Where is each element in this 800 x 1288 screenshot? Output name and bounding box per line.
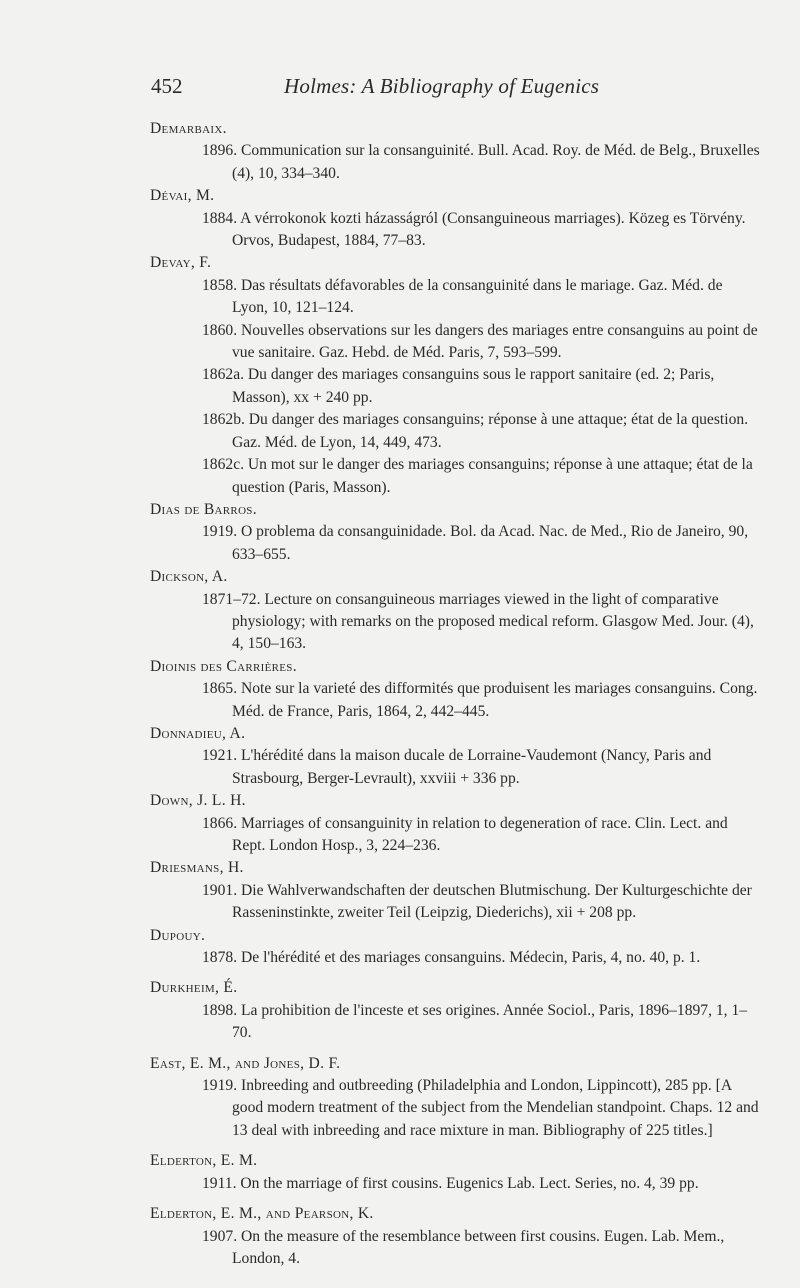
bib-entry-line xyxy=(202,409,762,454)
bib-entry-line xyxy=(202,320,762,365)
author-block xyxy=(150,925,762,970)
author-block xyxy=(150,723,762,790)
author-block xyxy=(150,977,762,1044)
bib-entry-line xyxy=(202,880,762,925)
author-name: Durkheim, É. xyxy=(150,979,238,997)
author-block xyxy=(150,499,762,566)
author-name: Devay, F. xyxy=(150,254,212,272)
spacer xyxy=(150,969,762,977)
bib-entry-line xyxy=(202,1075,762,1142)
bib-entry-line xyxy=(202,275,762,320)
author-name: Driesmans, H. xyxy=(150,859,244,877)
entry-year: 1919. xyxy=(202,1077,238,1095)
entry-year: 1884. xyxy=(202,209,238,227)
entry-citation: Du danger des mariages consanguins; réponse à une attaque; état de la question. Gaz. Méd. de Lyon, 14, 449, 473. xyxy=(232,411,749,451)
entry-year: 1898. xyxy=(202,1001,238,1019)
bib-entry xyxy=(150,409,762,454)
bib-entry-line xyxy=(202,1000,762,1045)
entry-citation: Note sur la varieté des difformités que produisent les mariages consanguins. Cong. Méd. de France, Paris, 1864, 2, 442–445. xyxy=(232,680,758,720)
bib-entry-line xyxy=(202,589,762,656)
entry-citation: Inbreeding and outbreeding (Philadelphia and London, Lippincott), 285 pp. [A good modern treatment of the subject from the Mendelian standpoint. Chaps. 12 and 13 deal with inbreeding and race mixture in man. Bibliography of 225 titles.] xyxy=(232,1077,759,1139)
bib-entry xyxy=(150,320,762,365)
author-block xyxy=(150,656,762,723)
bib-entry xyxy=(150,521,762,566)
entry-citation: Nouvelles observations sur les dangers des mariages entre consanguins au point de vue sanitaire. Gaz. Hebd. de Méd. Paris, 7, 593–599. xyxy=(232,321,758,362)
bib-entry-line xyxy=(202,364,762,409)
bib-entry-line xyxy=(202,745,762,790)
entry-year: 1865. xyxy=(202,680,238,698)
author-block xyxy=(150,118,762,185)
author-name: Demarbaix. xyxy=(150,120,227,137)
bib-entry-line xyxy=(202,454,762,499)
author-block xyxy=(150,857,762,924)
entry-citation: De l'hérédité et des mariages consanguins. Médecin, Paris, 4, no. 40, p. 1. xyxy=(241,949,701,967)
bib-entry xyxy=(150,1173,762,1195)
bib-entry-line xyxy=(202,813,762,858)
entry-citation: Die Wahlverwandschaften der deutschen Blutmischung. Der Kulturgeschichte der Rasseninstinkte, zweiter Teil (Leipzig, Diederichs), xii + 208 pp. xyxy=(232,881,752,922)
entry-year: 1866. xyxy=(202,814,238,832)
entry-citation: La prohibition de l'inceste et ses origines. Année Sociol., Paris, 1896–1897, 1, 1–70. xyxy=(232,1001,748,1042)
entry-citation: On the marriage of first cousins. Eugenics Lab. Lect. Series, no. 4, 39 pp. xyxy=(240,1174,699,1192)
entry-year: 1901. xyxy=(202,881,238,899)
author-name: Dickson, A. xyxy=(150,568,228,586)
author-block xyxy=(150,252,762,498)
bib-entry xyxy=(150,364,762,409)
bib-entry-line xyxy=(202,521,762,566)
author-block xyxy=(150,185,762,252)
spacer xyxy=(150,1142,762,1150)
author-name: Dias de Barros. xyxy=(150,500,257,518)
author-name: Dioinis des Carrières. xyxy=(150,657,297,675)
entry-year: 1919. xyxy=(202,523,238,541)
entry-year: 1862c. xyxy=(202,456,245,474)
bib-entry-line xyxy=(202,208,762,253)
spacer xyxy=(150,1045,762,1053)
bib-entry xyxy=(150,880,762,925)
bib-entry xyxy=(150,275,762,320)
entry-citation: Das résultats défavorables de la consanguinité dans le mariage. Gaz. Méd. de Lyon, 10, 121–124. xyxy=(232,276,723,317)
entry-year: 1858. xyxy=(202,276,238,294)
entry-citation: Communication sur la consanguinité. Bull. Acad. Roy. de Méd. de Belg., Bruxelles (4), 10, 334–340. xyxy=(232,142,760,182)
bibliography-list xyxy=(150,118,762,1270)
entry-year: 1878. xyxy=(202,949,238,967)
entry-citation: Du danger des mariages consanguins sous le rapport sanitaire (ed. 2; Paris, Masson), xx + 240 pp. xyxy=(232,366,715,406)
entry-year: 1871–72. xyxy=(202,590,261,608)
bib-entry xyxy=(150,947,762,969)
bib-entry xyxy=(150,454,762,499)
bib-entry-line xyxy=(202,1226,762,1271)
author-name: Down, J. L. H. xyxy=(150,792,246,810)
author-block xyxy=(150,1053,762,1143)
bib-entry-line xyxy=(202,678,762,723)
author-name: Elderton, E. M., and Pearson, K. xyxy=(150,1205,374,1223)
bib-entry xyxy=(150,1226,762,1271)
entry-year: 1862b. xyxy=(202,411,245,429)
bib-entry xyxy=(150,813,762,858)
author-name: Dévai, M. xyxy=(150,187,215,205)
entry-citation: On the measure of the resemblance between first cousins. Eugen. Lab. Mem., London, 4. xyxy=(232,1227,725,1267)
entry-year: 1921. xyxy=(202,747,238,765)
page-header xyxy=(151,74,711,102)
author-block xyxy=(150,566,762,656)
entry-citation: Lecture on consanguineous marriages viewed in the light of comparative physiology; with remarks on the proposed medical reform. Glasgow Med. Jour. (4), 4, 150–163. xyxy=(232,590,754,653)
bib-entry xyxy=(150,1075,762,1142)
running-title: Holmes: A Bibliography of Eugenics xyxy=(284,74,600,98)
bib-entry-line xyxy=(202,947,762,969)
bib-entry-line xyxy=(202,140,762,185)
author-name: Donnadieu, A. xyxy=(150,724,246,742)
author-name: Dupouy. xyxy=(150,926,206,944)
entry-year: 1911. xyxy=(202,1174,237,1192)
author-block xyxy=(150,1203,762,1270)
bib-entry xyxy=(150,140,762,185)
entry-year: 1860. xyxy=(202,321,238,339)
author-name: Elderton, E. M. xyxy=(150,1152,258,1170)
bib-entry xyxy=(150,208,762,253)
entry-year: 1896. xyxy=(202,142,238,160)
entry-citation: Marriages of consanguinity in relation to degeneration of race. Clin. Lect. and Rept. London Hosp., 3, 224–236. xyxy=(232,814,728,854)
author-block xyxy=(150,1150,762,1195)
author-name: East, E. M., and Jones, D. F. xyxy=(150,1054,341,1072)
entry-citation: L'hérédité dans la maison ducale de Lorraine-Vaudemont (Nancy, Paris and Strasbourg, Berger-Levrault), xxviii + 336 pp. xyxy=(232,747,712,787)
bib-entry xyxy=(150,1000,762,1045)
bib-entry xyxy=(150,589,762,656)
entry-citation: Un mot sur le danger des mariages consanguins; réponse à une attaque; état de la question (Paris, Masson). xyxy=(232,456,753,496)
entry-year: 1862a. xyxy=(202,366,245,384)
bib-entry xyxy=(150,745,762,790)
entry-year: 1907. xyxy=(202,1227,238,1245)
bib-entry-line xyxy=(202,1173,762,1195)
entry-citation: O problema da consanguinidade. Bol. da Acad. Nac. de Med., Rio de Janeiro, 90, 633–655. xyxy=(232,523,749,563)
entry-citation: A vérrokonok kozti házasságról (Consanguineous marriages). Közeg es Törvény. Orvos, Budapest, 1884, 77–83. xyxy=(232,209,746,250)
bib-entry xyxy=(150,678,762,723)
spacer xyxy=(150,1195,762,1203)
author-block xyxy=(150,790,762,857)
page-number: 452 xyxy=(151,74,183,98)
